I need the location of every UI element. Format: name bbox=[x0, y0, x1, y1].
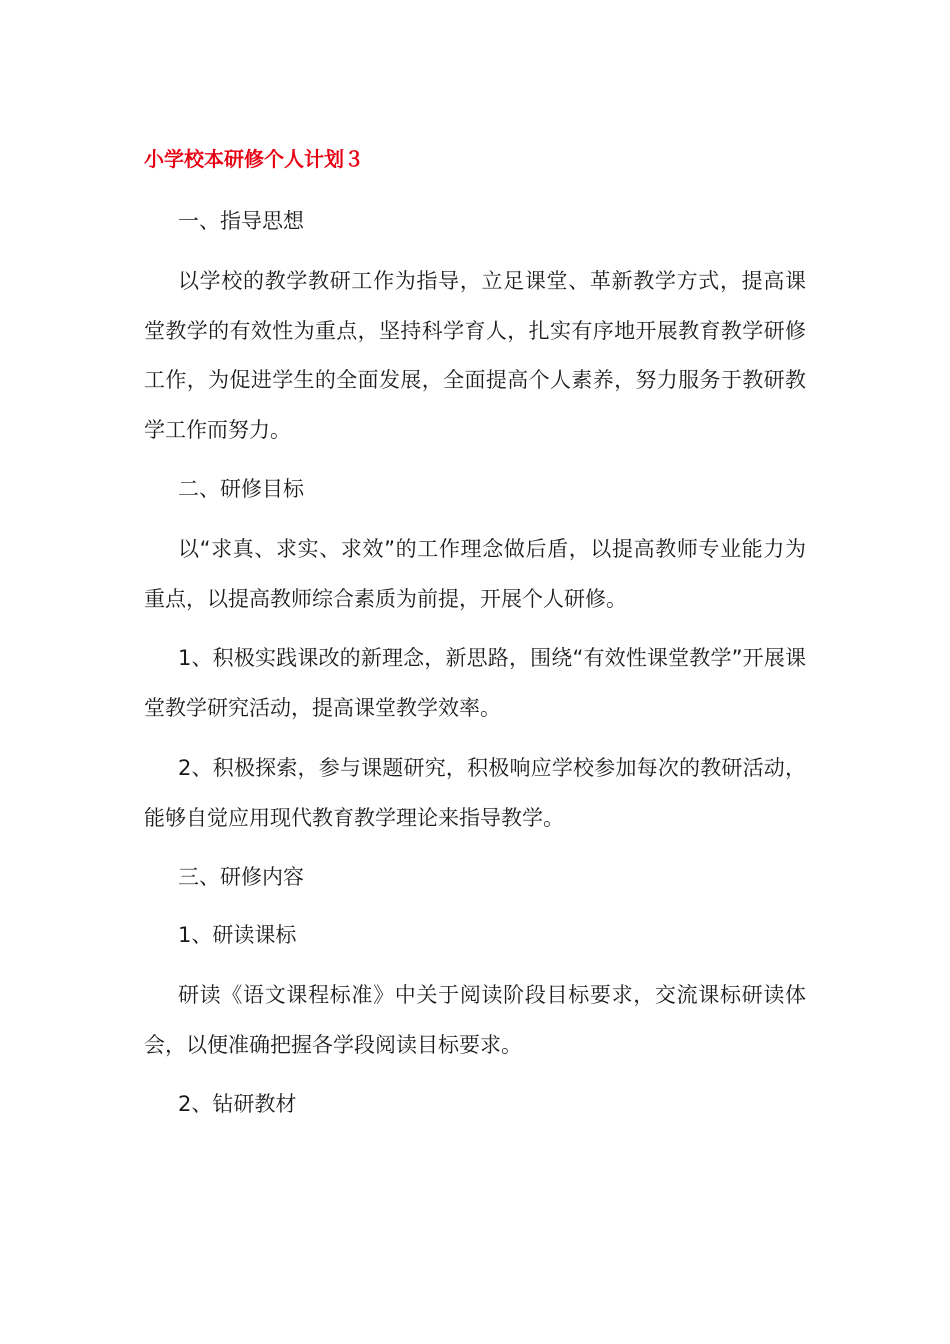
paragraph-research-goals: 以“求真、求实、求效”的工作理念做后盾，以提高教师专业能力为重点，以提高教师综合素质为前提，开展个人研修。 bbox=[144, 537, 806, 611]
section-heading-research-content: 三、研修内容 bbox=[178, 865, 304, 889]
document-title: 小学校本研修个人计划３ bbox=[144, 147, 364, 171]
section-heading-guiding-ideology: 一、指导思想 bbox=[178, 209, 304, 233]
list-item-goal-1: 1、积极实践课改的新理念，新思路，围绕“有效性课堂教学”开展课堂教学研究活动，提高课堂教学效率。 bbox=[144, 646, 806, 720]
paragraph-guiding-ideology: 以学校的教学教研工作为指导，立足课堂、革新教学方式，提高课堂教学的有效性为重点，坚持科学育人，扎实有序地开展教育教学研修工作，为促进学生的全面发展，全面提高个人素养，努力服务于教研教学工作而努力。 bbox=[144, 269, 806, 442]
paragraph-study-curriculum: 研读《语文课程标准》中关于阅读阶段目标要求，交流课标研读体会，以便准确把握各学段阅读目标要求。 bbox=[144, 983, 806, 1057]
section-heading-research-goals: 二、研修目标 bbox=[178, 477, 304, 501]
subheading-study-curriculum: 1、研读课标 bbox=[178, 923, 297, 947]
list-item-goal-2: 2、积极探索，参与课题研究，积极响应学校参加每次的教研活动，能够自觉应用现代教育教学理论来指导教学。 bbox=[144, 756, 806, 830]
subheading-study-textbooks: 2、钻研教材 bbox=[178, 1092, 297, 1116]
